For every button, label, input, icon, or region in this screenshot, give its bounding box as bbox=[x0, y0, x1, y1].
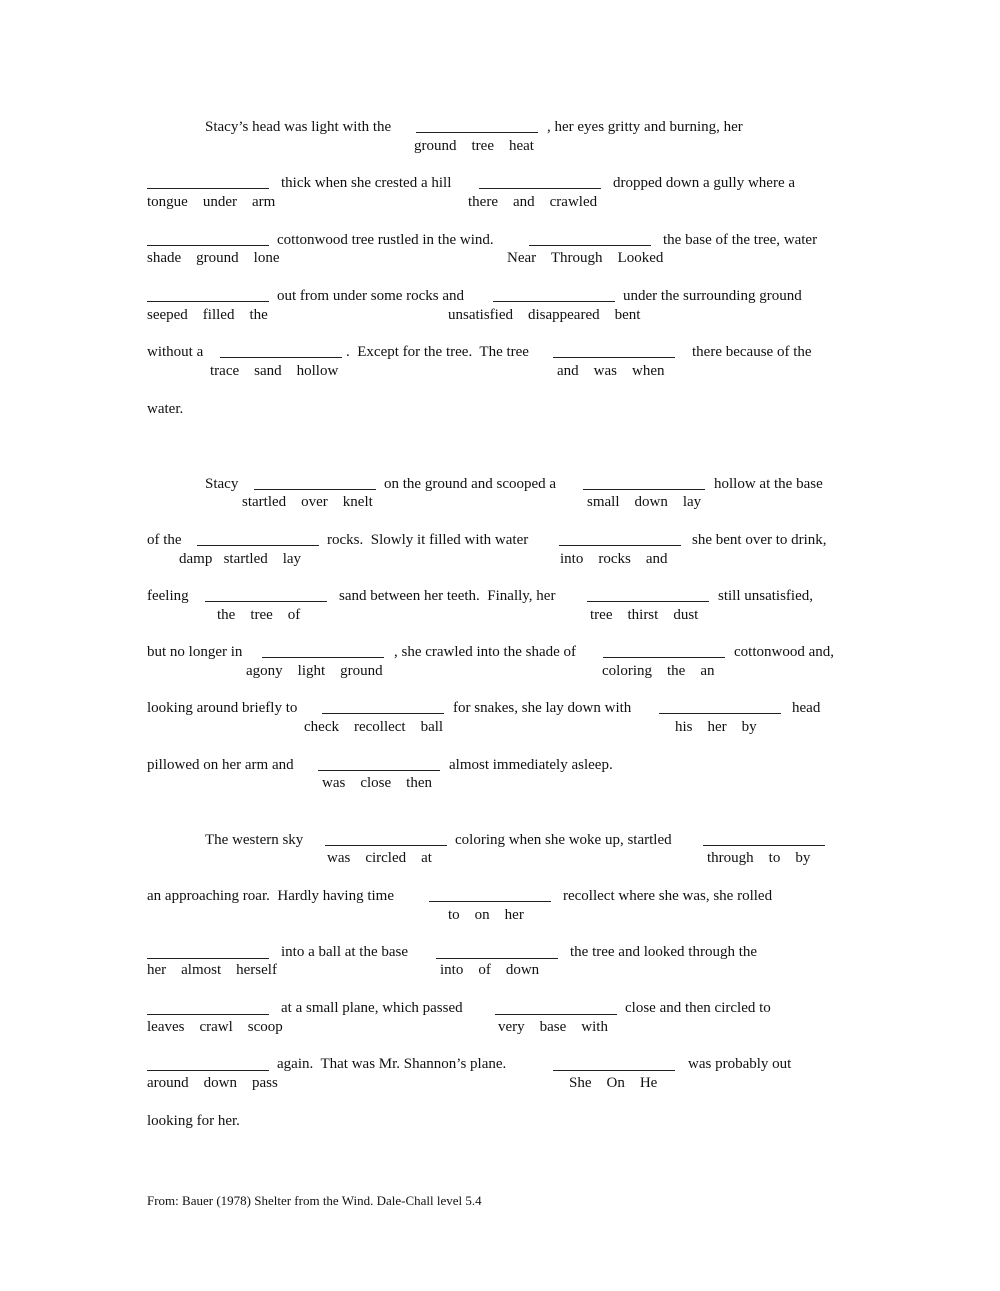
p2-l4-text-b: , she crawled into the shade of bbox=[394, 644, 577, 660]
p1-l3-options-1[interactable]: shade ground lone bbox=[147, 250, 280, 266]
p3-l4-text-b: close and then circled to bbox=[625, 1000, 771, 1016]
p2-l5-options-2[interactable]: his her by bbox=[675, 719, 757, 735]
p3-l3-options-2[interactable]: into of down bbox=[440, 962, 540, 978]
p2-l5-blank-1[interactable] bbox=[322, 713, 444, 714]
p2-l2-text-c: she bent over to drink, bbox=[692, 532, 827, 548]
p3-l3-text-b: the tree and looked through the bbox=[570, 944, 758, 960]
p1-l4-blank-2[interactable] bbox=[493, 301, 615, 302]
citation: From: Bauer (1978) Shelter from the Wind. Dale-Chall level 5.4 bbox=[147, 1193, 482, 1208]
p1-l4-text-a: out from under some rocks and bbox=[277, 288, 465, 304]
p2-l3-blank-1[interactable] bbox=[205, 601, 327, 602]
p3-l6-text: looking for her. bbox=[147, 1113, 240, 1129]
p1-l1-options[interactable]: ground tree heat bbox=[414, 138, 534, 154]
p1-l5-options-1[interactable]: trace sand hollow bbox=[210, 363, 339, 379]
p1-l2-text-b: dropped down a gully where a bbox=[613, 175, 796, 191]
p1-l5-text-a: without a bbox=[147, 344, 204, 360]
p2-l4-text-a: but no longer in bbox=[147, 644, 243, 660]
p2-l2-blank-2[interactable] bbox=[559, 545, 681, 546]
p1-l6-text: water. bbox=[147, 401, 184, 417]
p3-l4-options-1[interactable]: leaves crawl scoop bbox=[147, 1019, 283, 1035]
p2-l3-text-a: feeling bbox=[147, 588, 189, 604]
p1-l5-blank-2[interactable] bbox=[553, 357, 675, 358]
p3-l2-blank[interactable] bbox=[429, 901, 551, 902]
p3-l3-blank-2[interactable] bbox=[436, 958, 558, 959]
p2-l1-text-b: on the ground and scooped a bbox=[384, 476, 557, 492]
p3-l2-text-a: an approaching roar. Hardly having time bbox=[147, 888, 395, 904]
p3-l5-options-1[interactable]: around down pass bbox=[147, 1075, 278, 1091]
p3-l2-text-b: recollect where she was, she rolled bbox=[563, 888, 773, 904]
p3-l3-options-1[interactable]: her almost herself bbox=[147, 962, 277, 978]
p2-l4-options-1[interactable]: agony light ground bbox=[246, 663, 383, 679]
p1-l3-blank-2[interactable] bbox=[529, 245, 651, 246]
p2-l1-blank-2[interactable] bbox=[583, 489, 705, 490]
p2-l2-blank-1[interactable] bbox=[197, 545, 319, 546]
p2-l1-blank-1[interactable] bbox=[254, 489, 376, 490]
p1-l2-options-2[interactable]: there and crawled bbox=[468, 194, 598, 210]
p3-l1-blank-2[interactable] bbox=[703, 845, 825, 846]
p1-l5-options-2[interactable]: and was when bbox=[557, 363, 665, 379]
p2-l6-blank[interactable] bbox=[318, 770, 440, 771]
p2-l5-text-c: head bbox=[792, 700, 821, 716]
p2-l1-text-c: hollow at the base bbox=[714, 476, 823, 492]
p3-l4-text-a: at a small plane, which passed bbox=[281, 1000, 463, 1016]
p3-l5-text-b: was probably out bbox=[688, 1056, 792, 1072]
p2-l2-options-2[interactable]: into rocks and bbox=[560, 551, 668, 567]
p2-l4-text-c: cottonwood and, bbox=[734, 644, 834, 660]
p2-l6-text-a: pillowed on her arm and bbox=[147, 757, 294, 773]
p2-l2-options-1[interactable]: damp startled lay bbox=[179, 551, 302, 567]
p3-l5-text-a: again. That was Mr. Shannon’s plane. bbox=[277, 1056, 507, 1072]
p2-l3-options-1[interactable]: the tree of bbox=[217, 607, 301, 623]
p2-l2-text-a: of the bbox=[147, 532, 182, 548]
p2-l2-text-b: rocks. Slowly it filled with water bbox=[327, 532, 529, 548]
p2-l4-blank-2[interactable] bbox=[603, 657, 725, 658]
p1-l2-blank-1[interactable] bbox=[147, 188, 269, 189]
p1-l3-options-2[interactable]: Near Through Looked bbox=[507, 250, 664, 266]
p3-l1-text-a: The western sky bbox=[205, 832, 304, 848]
p3-l1-options-1[interactable]: was circled at bbox=[327, 850, 432, 866]
p2-l3-blank-2[interactable] bbox=[587, 601, 709, 602]
p1-l2-text-a: thick when she crested a hill bbox=[281, 175, 452, 191]
p3-l4-blank-1[interactable] bbox=[147, 1014, 269, 1015]
p3-l5-options-2[interactable]: She On He bbox=[569, 1075, 658, 1091]
p3-l5-blank-2[interactable] bbox=[553, 1070, 675, 1071]
p2-l5-blank-2[interactable] bbox=[659, 713, 781, 714]
p1-l1-text-a: Stacy’s head was light with the bbox=[205, 119, 392, 135]
p1-l3-text-a: cottonwood tree rustled in the wind. bbox=[277, 232, 494, 248]
p2-l5-text-b: for snakes, she lay down with bbox=[453, 700, 632, 716]
p1-l1-text-b: , her eyes gritty and burning, her bbox=[547, 119, 743, 135]
p2-l3-options-2[interactable]: tree thirst dust bbox=[590, 607, 699, 623]
p2-l6-text-b: almost immediately asleep. bbox=[449, 757, 613, 773]
p3-l4-options-2[interactable]: very base with bbox=[498, 1019, 608, 1035]
p3-l3-text-a: into a ball at the base bbox=[281, 944, 409, 960]
p3-l1-blank-1[interactable] bbox=[325, 845, 447, 846]
p3-l2-options[interactable]: to on her bbox=[448, 907, 524, 923]
p1-l5-blank-1[interactable] bbox=[220, 357, 342, 358]
p1-l3-text-b: the base of the tree, water bbox=[663, 232, 818, 248]
p2-l1-options-2[interactable]: small down lay bbox=[587, 494, 702, 510]
p1-l2-options-1[interactable]: tongue under arm bbox=[147, 194, 276, 210]
p2-l1-text-a: Stacy bbox=[205, 476, 239, 492]
p1-l3-blank-1[interactable] bbox=[147, 245, 269, 246]
p3-l1-options-2[interactable]: through to by bbox=[707, 850, 811, 866]
p1-l5-text-c: there because of the bbox=[692, 344, 812, 360]
p2-l4-options-2[interactable]: coloring the an bbox=[602, 663, 715, 679]
p3-l4-blank-2[interactable] bbox=[495, 1014, 617, 1015]
p2-l1-options-1[interactable]: startled over knelt bbox=[242, 494, 373, 510]
p2-l4-blank-1[interactable] bbox=[262, 657, 384, 658]
p1-l4-options-1[interactable]: seeped filled the bbox=[147, 307, 268, 323]
p3-l5-blank-1[interactable] bbox=[147, 1070, 269, 1071]
p1-l1-blank[interactable] bbox=[416, 132, 538, 133]
p2-l5-options-1[interactable]: check recollect ball bbox=[304, 719, 444, 735]
p2-l5-text-a: looking around briefly to bbox=[147, 700, 298, 716]
p1-l4-options-2[interactable]: unsatisfied disappeared bent bbox=[448, 307, 641, 323]
p3-l1-text-b: coloring when she woke up, startled bbox=[455, 832, 672, 848]
p1-l2-blank-2[interactable] bbox=[479, 188, 601, 189]
p2-l6-options[interactable]: was close then bbox=[322, 775, 432, 791]
p2-l3-text-c: still unsatisfied, bbox=[718, 588, 813, 604]
p1-l4-blank-1[interactable] bbox=[147, 301, 269, 302]
p1-l5-text-b: . Except for the tree. The tree bbox=[346, 344, 529, 360]
p1-l4-text-b: under the surrounding ground bbox=[623, 288, 802, 304]
p3-l3-blank-1[interactable] bbox=[147, 958, 269, 959]
p2-l3-text-b: sand between her teeth. Finally, her bbox=[339, 588, 556, 604]
